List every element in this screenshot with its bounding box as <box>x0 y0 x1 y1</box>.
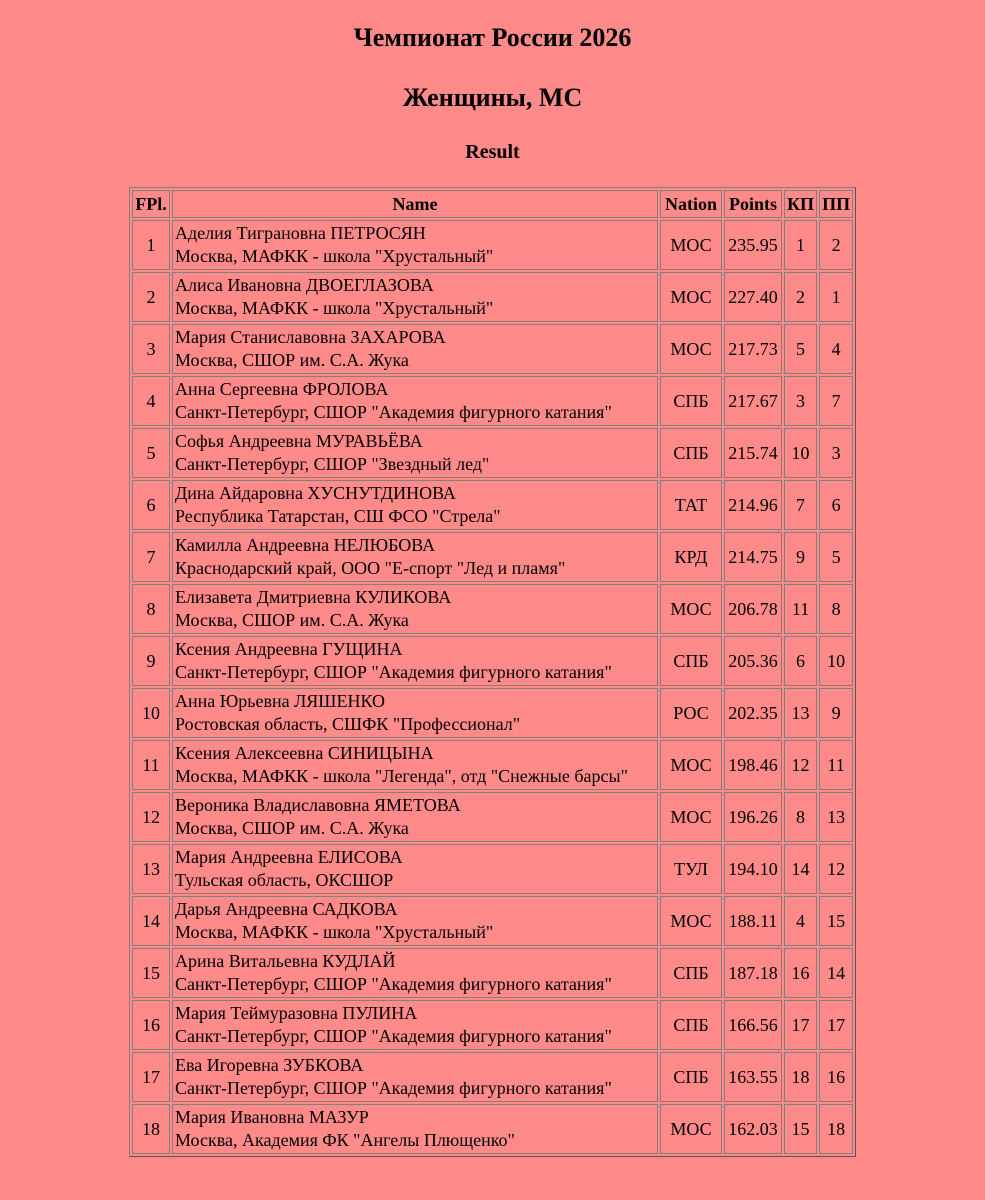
pp-cell: 17 <box>819 1000 853 1050</box>
nation-cell: СПБ <box>660 376 722 426</box>
nation-cell: СПБ <box>660 1052 722 1102</box>
skater-cell <box>172 844 658 894</box>
skater-cell <box>172 376 658 426</box>
nation-cell: МОС <box>660 272 722 322</box>
skater-cell <box>172 532 658 582</box>
pp-cell: 11 <box>819 740 853 790</box>
skater-name: Мария Ивановна МАЗУР <box>175 1107 369 1127</box>
kp-cell: 8 <box>784 792 817 842</box>
skater-club: Москва, СШОР им. С.А. Жука <box>175 610 409 630</box>
skater-cell <box>172 220 658 270</box>
skater-club: Республика Татарстан, СШ ФСО "Стрела" <box>175 506 501 526</box>
table-row <box>132 844 853 894</box>
skater-cell <box>172 1104 658 1154</box>
nation-cell: ТАТ <box>660 480 722 530</box>
nation-cell: КРД <box>660 532 722 582</box>
place-cell: 9 <box>132 636 170 686</box>
table-header-row <box>132 190 853 218</box>
skater-club: Москва, МАФКК - школа "Хрустальный" <box>175 922 494 942</box>
skater-club: Санкт-Петербург, СШОР "Академия фигурного катания" <box>175 1078 612 1098</box>
skater-name: Алиса Ивановна ДВОЕГЛАЗОВА <box>175 275 434 295</box>
pp-cell: 8 <box>819 584 853 634</box>
points-cell: 188.11 <box>724 896 782 946</box>
skater-name: Дарья Андреевна САДКОВА <box>175 899 398 919</box>
nation-cell: СПБ <box>660 636 722 686</box>
header-pp: ПП <box>819 190 853 218</box>
table-row <box>132 376 853 426</box>
points-cell: 205.36 <box>724 636 782 686</box>
pp-cell: 18 <box>819 1104 853 1154</box>
table-row <box>132 220 853 270</box>
kp-cell: 16 <box>784 948 817 998</box>
nation-cell: СПБ <box>660 948 722 998</box>
skater-cell <box>172 428 658 478</box>
table-row <box>132 792 853 842</box>
skater-club: Москва, МАФКК - школа "Легенда", отд "Снежные барсы" <box>175 766 628 786</box>
header-fpl: FPl. <box>132 190 170 218</box>
nation-cell: МОС <box>660 1104 722 1154</box>
table-row <box>132 480 853 530</box>
kp-cell: 6 <box>784 636 817 686</box>
place-cell: 12 <box>132 792 170 842</box>
skater-cell <box>172 1000 658 1050</box>
kp-cell: 15 <box>784 1104 817 1154</box>
skater-club: Москва, МАФКК - школа "Хрустальный" <box>175 298 494 318</box>
table-row <box>132 272 853 322</box>
header-points: Points <box>724 190 782 218</box>
place-cell: 11 <box>132 740 170 790</box>
table-row <box>132 1000 853 1050</box>
nation-cell: СПБ <box>660 428 722 478</box>
place-cell: 4 <box>132 376 170 426</box>
pp-cell: 5 <box>819 532 853 582</box>
skater-club: Санкт-Петербург, СШОР "Звездный лед" <box>175 454 490 474</box>
skater-name: Ксения Андреевна ГУЩИНА <box>175 639 403 659</box>
skater-club: Москва, Академия ФК "Ангелы Плющенко" <box>175 1130 515 1150</box>
skater-name: Аделия Тиграновна ПЕТРОСЯН <box>175 223 426 243</box>
skater-club: Москва, СШОР им. С.А. Жука <box>175 350 409 370</box>
skater-cell <box>172 948 658 998</box>
skater-club: Москва, МАФКК - школа "Хрустальный" <box>175 246 494 266</box>
place-cell: 10 <box>132 688 170 738</box>
skater-cell <box>172 584 658 634</box>
skater-cell <box>172 324 658 374</box>
points-cell: 235.95 <box>724 220 782 270</box>
nation-cell: МОС <box>660 896 722 946</box>
skater-name: Дина Айдаровна ХУСНУТДИНОВА <box>175 483 456 503</box>
results-body <box>132 220 853 1154</box>
skater-club: Санкт-Петербург, СШОР "Академия фигурного катания" <box>175 662 612 682</box>
points-cell: 198.46 <box>724 740 782 790</box>
skater-name: Елизавета Дмитриевна КУЛИКОВА <box>175 587 452 607</box>
place-cell: 8 <box>132 584 170 634</box>
points-cell: 196.26 <box>724 792 782 842</box>
skater-cell <box>172 480 658 530</box>
skater-club: Ростовская область, СШФК "Профессионал" <box>175 714 521 734</box>
kp-cell: 17 <box>784 1000 817 1050</box>
pp-cell: 15 <box>819 896 853 946</box>
kp-cell: 10 <box>784 428 817 478</box>
table-row <box>132 1104 853 1154</box>
place-cell: 14 <box>132 896 170 946</box>
table-row <box>132 532 853 582</box>
pp-cell: 13 <box>819 792 853 842</box>
pp-cell: 7 <box>819 376 853 426</box>
skater-club: Москва, СШОР им. С.А. Жука <box>175 818 409 838</box>
pp-cell: 9 <box>819 688 853 738</box>
skater-name: Мария Станиславовна ЗАХАРОВА <box>175 327 446 347</box>
pp-cell: 1 <box>819 272 853 322</box>
points-cell: 206.78 <box>724 584 782 634</box>
points-cell: 215.74 <box>724 428 782 478</box>
nation-cell: РОС <box>660 688 722 738</box>
kp-cell: 4 <box>784 896 817 946</box>
place-cell: 6 <box>132 480 170 530</box>
skater-club: Тульская область, ОКСШОР <box>175 870 394 890</box>
kp-cell: 9 <box>784 532 817 582</box>
place-cell: 7 <box>132 532 170 582</box>
place-cell: 18 <box>132 1104 170 1154</box>
skater-club: Санкт-Петербург, СШОР "Академия фигурного катания" <box>175 402 612 422</box>
kp-cell: 11 <box>784 584 817 634</box>
section-heading: Result <box>465 141 520 163</box>
page-title: Чемпионат России 2026 <box>353 23 632 52</box>
kp-cell: 2 <box>784 272 817 322</box>
skater-cell <box>172 740 658 790</box>
pp-cell: 16 <box>819 1052 853 1102</box>
place-cell: 1 <box>132 220 170 270</box>
points-cell: 187.18 <box>724 948 782 998</box>
nation-cell: МОС <box>660 220 722 270</box>
table-row <box>132 740 853 790</box>
skater-cell <box>172 272 658 322</box>
kp-cell: 1 <box>784 220 817 270</box>
skater-club: Краснодарский край, ООО "Е-спорт "Лед и пламя" <box>175 558 566 578</box>
table-row <box>132 948 853 998</box>
pp-cell: 12 <box>819 844 853 894</box>
pp-cell: 4 <box>819 324 853 374</box>
skater-name: Камилла Андреевна НЕЛЮБОВА <box>175 535 436 555</box>
skater-name: Мария Андреевна ЕЛИСОВА <box>175 847 403 867</box>
points-cell: 217.73 <box>724 324 782 374</box>
skater-cell <box>172 896 658 946</box>
skater-name: Вероника Владиславовна ЯМЕТОВА <box>175 795 461 815</box>
place-cell: 15 <box>132 948 170 998</box>
points-cell: 227.40 <box>724 272 782 322</box>
place-cell: 2 <box>132 272 170 322</box>
skater-cell <box>172 792 658 842</box>
pp-cell: 6 <box>819 480 853 530</box>
header-nation: Nation <box>660 190 722 218</box>
nation-cell: ТУЛ <box>660 844 722 894</box>
table-row <box>132 636 853 686</box>
skater-name: Анна Сергеевна ФРОЛОВА <box>175 379 389 399</box>
points-cell: 214.75 <box>724 532 782 582</box>
table-row <box>132 324 853 374</box>
results-table <box>129 187 856 1157</box>
kp-cell: 5 <box>784 324 817 374</box>
skater-club: Санкт-Петербург, СШОР "Академия фигурного катания" <box>175 974 612 994</box>
skater-cell <box>172 636 658 686</box>
place-cell: 13 <box>132 844 170 894</box>
skater-name: Ева Игоревна ЗУБКОВА <box>175 1055 364 1075</box>
points-cell: 217.67 <box>724 376 782 426</box>
points-cell: 163.55 <box>724 1052 782 1102</box>
place-cell: 16 <box>132 1000 170 1050</box>
kp-cell: 7 <box>784 480 817 530</box>
pp-cell: 14 <box>819 948 853 998</box>
kp-cell: 14 <box>784 844 817 894</box>
skater-name: Мария Теймуразовна ПУЛИНА <box>175 1003 418 1023</box>
kp-cell: 12 <box>784 740 817 790</box>
header-name: Name <box>172 190 658 218</box>
nation-cell: МОС <box>660 324 722 374</box>
pp-cell: 10 <box>819 636 853 686</box>
place-cell: 5 <box>132 428 170 478</box>
table-row <box>132 688 853 738</box>
skater-name: Анна Юрьевна ЛЯШЕНКО <box>175 691 385 711</box>
points-cell: 162.03 <box>724 1104 782 1154</box>
table-row <box>132 584 853 634</box>
nation-cell: СПБ <box>660 1000 722 1050</box>
points-cell: 214.96 <box>724 480 782 530</box>
table-row <box>132 1052 853 1102</box>
table-row <box>132 896 853 946</box>
skater-name: Ксения Алексеевна СИНИЦЫНА <box>175 743 434 763</box>
points-cell: 166.56 <box>724 1000 782 1050</box>
kp-cell: 13 <box>784 688 817 738</box>
pp-cell: 2 <box>819 220 853 270</box>
place-cell: 3 <box>132 324 170 374</box>
skater-cell <box>172 688 658 738</box>
skater-name: Арина Витальевна КУДЛАЙ <box>175 951 396 971</box>
points-cell: 194.10 <box>724 844 782 894</box>
skater-cell <box>172 1052 658 1102</box>
place-cell: 17 <box>132 1052 170 1102</box>
kp-cell: 3 <box>784 376 817 426</box>
nation-cell: МОС <box>660 792 722 842</box>
event-subtitle: Женщины, МС <box>402 83 583 112</box>
points-cell: 202.35 <box>724 688 782 738</box>
nation-cell: МОС <box>660 584 722 634</box>
nation-cell: МОС <box>660 740 722 790</box>
pp-cell: 3 <box>819 428 853 478</box>
kp-cell: 18 <box>784 1052 817 1102</box>
table-row <box>132 428 853 478</box>
skater-name: Софья Андреевна МУРАВЬЁВА <box>175 431 423 451</box>
skater-club: Санкт-Петербург, СШОР "Академия фигурного катания" <box>175 1026 612 1046</box>
header-kp: КП <box>784 190 817 218</box>
